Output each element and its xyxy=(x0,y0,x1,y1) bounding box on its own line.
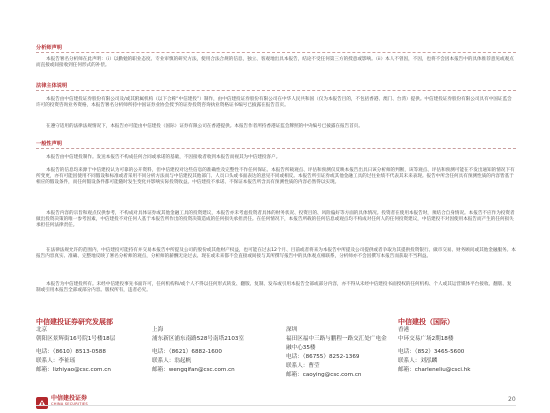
analyst-statement-title: 分析师声明 xyxy=(36,45,62,51)
office-email: 邮箱：lizhiyao@csc.com.cn xyxy=(36,367,111,373)
office-shanghai xyxy=(152,326,278,375)
office-email: 邮箱：charleneliu@csci.hk xyxy=(398,367,471,373)
office-contact: 联系人：刘泓麟 xyxy=(398,358,438,364)
general-statement-text-4: 在法律法规允许的范围内，中信建投可能持有并交易本报告中所提及公司的股份或其他财产权益，也可能在过去12个月、目前或者将来为本报告中所提及公司提供或者争取为其提供投资银行、做市交易、财务顾问或其他金融服务。本报告内容真实、准确、完整地反映了署名分析师的观点，分析师的薪酬无论过去、现在或未来都不会直接或间接与其所撰写报告中的具体观点相联系，分析师亦不会因撰写本报告而获取不当利益。 xyxy=(36,248,516,260)
general-statement-text-5: 本报告为中信建投所有。未经中信建投事先书面许可，任何机构和/或个人不得以任何形式转发、翻版、复制、发布或引用本报告全部或部分内容，亦不得从未经中信建投书面授权的任何机构、个人或其运营媒体平台接收、翻版、复制或引用本报告全部或部分内容。版权所有，违者必究。 xyxy=(36,282,512,294)
logo-text-cn: 中信建投证券 xyxy=(51,395,88,402)
office-phone: 电话：（8621）6882-1600 xyxy=(152,349,222,355)
general-statement-text-1: 本报告由中信建投制作。发送本报告不构成任何合同或承诺的基础，不因接收者收到本报告而视其为中信建投客户。 xyxy=(46,155,281,160)
office-phone: 电话：（86755）8252-1369 xyxy=(286,354,360,360)
office-address: 浦东新区浦东南路528号南塔2103室 xyxy=(152,336,245,342)
section-divider xyxy=(36,52,516,53)
logo-mark-icon xyxy=(36,394,48,406)
office-city: 上海 xyxy=(152,327,164,333)
office-beijing xyxy=(36,326,144,375)
office-phone: 电话：（8610）8513-0588 xyxy=(36,349,106,355)
office-hongkong xyxy=(398,326,516,375)
general-statement-text-2: 本报告的信息均来源于中信建投认为可靠的公开资料，但中信建投对这些信息的准确性及完整性不作任何保证。本报告所载观点、评估和预测仅反映本报告出具日该分析师的判断，该等观点、评估和预测可能在不发出通知的情况下有所变更，亦有可能因使用不同假设和标准或者采用不同分析方法而与中信建投其他部门、人员口头或书面表达的意见不同或相反。本报告所引证券或其他金融工具的过往业绩不代表其未来表现。报告中所含任何具有预测性质的内容皆基于相应的假设条件，而任何假设条件都可能随时发生变化并影响实际投资收益。中信建投不承诺、不保证本报告所含具有预测性质的内容必然得以实现。 xyxy=(36,168,515,186)
office-contact: 联系人：翁起帆 xyxy=(152,358,192,364)
office-shenzhen xyxy=(286,326,392,380)
office-address: 中环交易广场2期18楼 xyxy=(398,336,454,342)
office-address: 福田区福中三路与鹏程一路交汇处广电金融中心35楼 xyxy=(286,336,387,351)
office-email: 邮箱：wengqifan@csc.com.cn xyxy=(152,367,235,373)
footer-divider xyxy=(36,405,516,406)
general-statement-title: 一般性声明 xyxy=(36,141,62,147)
logo-text-en: CHINA SECURITIES xyxy=(51,402,88,406)
general-statement-text-3: 本报告内容的宗旨和观点仅供参考，不构成对具体证券或其他金融工具的投资建议，本报告亦未考虑投资者具体的财务状况、投资目的、风险偏好等方面的具体情况。投资者在使用本报告时，须结合自身情况。本报告不应作为投资者做出投资决策的唯一参考因素，中信建投不对任何人基于本报告所作出的投资决策造成的任何损失承担责任。在任何情况下，本报告所载的任何信息或观点均不构成对任何人的任何投资建议，中信建投不对因使用本报告而产生的任何损失承担任何法律责任。 xyxy=(36,211,515,229)
legal-entity-text-1: 本报告由中信建投证券股份有限公司及/或其附属机构（以下合称“中信建投”）制作，由中信建投证券股份有限公司在中华人民共和国（仅为本报告目的，不包括香港、澳门、台湾）提供。中信建投证券股份有限公司具有中国证监会许可的投资咨询业务资格，本报告署名分析师所持中国证券业协会授予的证券投资咨询执业资格证书编号已披露在报告首页。 xyxy=(36,97,512,109)
research-dept-heading: 中信建投证券研究发展部 xyxy=(36,318,113,326)
office-address: 朝阳区景辉街16号院1号楼18层 xyxy=(36,336,116,342)
section-divider xyxy=(36,148,516,149)
international-heading: 中信建投（国际） xyxy=(398,318,454,326)
section-divider xyxy=(36,90,516,91)
office-city: 深圳 xyxy=(286,327,298,333)
office-city: 北京 xyxy=(36,327,48,333)
page-number: 20 xyxy=(508,396,516,403)
office-contact: 联系人：李祉瑶 xyxy=(36,358,76,364)
office-contact: 联系人：曹莹 xyxy=(286,363,320,369)
legal-entity-text-2: 在遵守适用的法律法规情况下，本报告亦可能由中信建投（国际）证券有限公司在香港提供。本报告作者所持香港证监会牌照的中央编号已披露在报告首页。 xyxy=(46,124,363,129)
office-email: 邮箱：caoying@csc.com.cn xyxy=(286,372,362,378)
analyst-statement-text: 本报告署名分析师在此声明：（i）以勤勉的职业态度、专业审慎的研究方法，使用合法合规的信息，独立、客观地出具本报告，结论不受任何第三方的授意或影响。（ii）本人不曾因，不因，也将不会因本报告中的具体推荐意见或观点而直接或间接收到任何形式的补偿。 xyxy=(36,57,514,69)
office-city: 香港 xyxy=(398,327,410,333)
office-phone: 电话：（852）3465-5600 xyxy=(398,349,465,355)
legal-entity-title: 法律主体说明 xyxy=(36,83,68,89)
